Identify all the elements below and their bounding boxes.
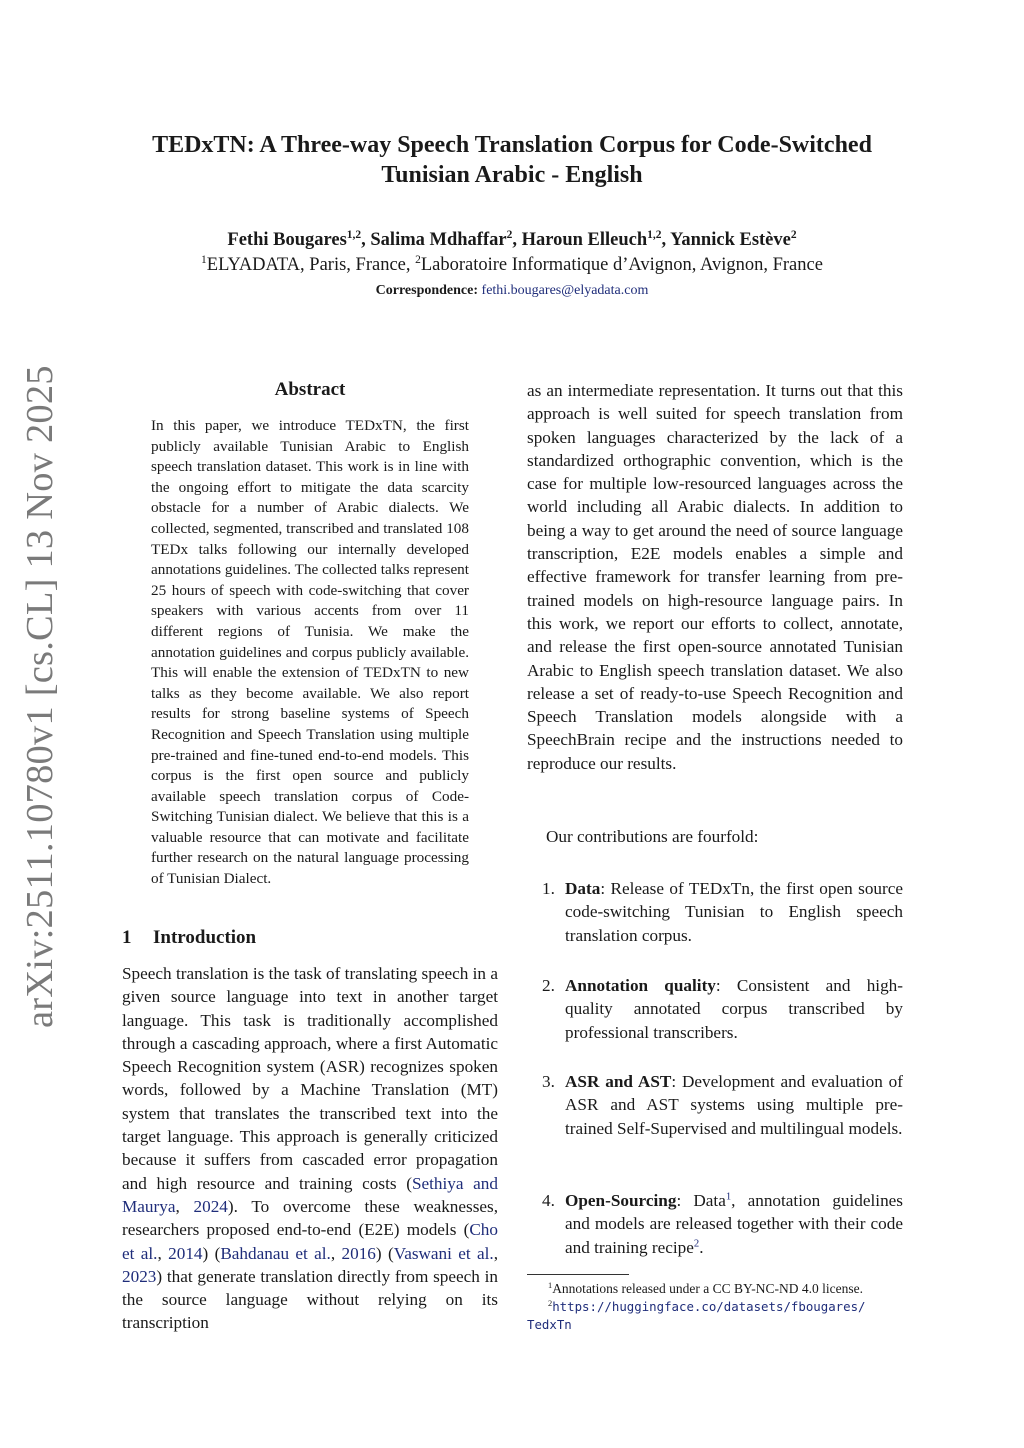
- footnote-url-link[interactable]: TedxTn: [527, 1317, 572, 1332]
- section-title: Introduction: [153, 927, 257, 948]
- section-number: 1: [122, 927, 132, 948]
- list-number: 1.: [542, 879, 555, 898]
- citation-link[interactable]: Bahdanau et al.: [220, 1243, 331, 1263]
- citation-year-link[interactable]: 2016: [341, 1243, 376, 1263]
- correspondence: [100, 281, 924, 301]
- affiliation-1: ELYADATA, Paris, France,: [206, 255, 411, 275]
- author-name: Fethi Bougares: [227, 230, 347, 250]
- citation-link[interactable]: Sethiya and Maurya: [122, 1173, 498, 1216]
- citation-year-link[interactable]: 2024: [193, 1196, 228, 1216]
- contribution-label: ASR and AST: [565, 1072, 672, 1091]
- contribution-item: 4. Open-Sourcing: Data$^1$, annotation guidelines and models are released together with their code and training recipe$^2$.: [542, 1191, 903, 1257]
- correspondence-email-link[interactable]: fethi.bougares@elyadata.com: [481, 283, 649, 298]
- arxiv-identifier-stamp: arXiv:2511.10780v1 [cs.CL] 13 Nov 2025: [19, 365, 61, 1028]
- citation-link[interactable]: Cho et al.: [122, 1220, 498, 1263]
- list-number: 3.: [542, 1072, 555, 1091]
- footnote-ref-link[interactable]: 2: [693, 1238, 700, 1250]
- citation-link[interactable]: Vaswani et al.: [393, 1243, 494, 1263]
- footnote-divider: [527, 1274, 629, 1275]
- correspondence-label: Correspondence:: [375, 283, 479, 298]
- footnote-url-link[interactable]: https://huggingface.co/datasets/fbougares/: [552, 1299, 866, 1314]
- introduction-paragraph: Speech translation is the task of translating speech in a given source language into text in another target language. This task is traditionally accomplished through a cascading approach, where a first Automatic Speech Recognition system (ASR) recognizes spoken words, followed by a Machine Translation (MT) system that translates the transcribed text into the target language. This approach is generally criticized because it suffers from cascaded error propagation and high resource and training costs (Sethiya and Maurya, 2024). To overcome these weaknesses, researchers proposed end-to-end (E2E) models (Cho et al., 2014) (Bahdanau et al., 2016) (Vaswani et al., 2023) that generate translation directly from speech in the source language without relying on its transcription: [122, 964, 499, 1333]
- list-number: 4.: [542, 1191, 555, 1210]
- contributions-lead: Our contributions are fourfold:: [546, 827, 759, 846]
- contribution-item: 1. Data: Release of TEDxTn, the first open source code-switching Tunisian to English speech translation corpus.: [542, 879, 903, 945]
- contribution-label: Annotation quality: [565, 976, 716, 995]
- author-name: Salima Mdhaffar: [370, 230, 507, 250]
- author-name: Yannick Estève: [670, 230, 791, 250]
- title-line-1: TEDxTN: A Three-way Speech Translation Corpus for Code-Switched: [152, 132, 872, 158]
- author-affiliation: 1,2: [346, 229, 362, 242]
- contribution-item: 3. ASR and AST: Development and evaluation of ASR and AST systems using multiple pre-trained Self-Supervised and multilingual models.: [542, 1072, 903, 1138]
- citation-year-link[interactable]: 2014: [168, 1243, 203, 1263]
- citation-year-link[interactable]: 2023: [122, 1266, 157, 1286]
- footnote-1: $^1$Annotations released under a CC BY-NC-ND 4.0 license.: [548, 1280, 863, 1296]
- contribution-label: Open-Sourcing: [565, 1191, 677, 1210]
- list-number: 2.: [542, 976, 555, 995]
- author-name: Haroun Elleuch: [521, 230, 648, 250]
- author-list: Fethi Bougares$^{1,2}$, Salima Mdhaffar$^2$, Haroun Elleuch$^{1,2}$, Yannick Estève$^2$: [227, 229, 797, 250]
- author-affiliation: 2: [506, 229, 513, 242]
- contribution-item: 2. Annotation quality: Consistent and high-quality annotated corpus transcribed by professional transcribers.: [542, 976, 903, 1042]
- title-line-2: Tunisian Arabic - English: [381, 162, 643, 188]
- right-column-paragraph: as an intermediate representation. It turns out that this approach is well suited for speech translation from spoken languages characterized by the lack of a standardized orthographic convention, which is the case for multiple low-resourced languages across the world including all Arabic dialects. In addition to being a way to get around the need of source language transcription, E2E models enables a simple and effective framework for transfer learning from pre-trained models on high-resource language pairs. In this work, we report our efforts to collect, annotate, and release the first open-source annotated Tunisian Arabic to English speech translation dataset. We also release a set of ready-to-use Speech Recognition and Speech Translation models alongside with a SpeechBrain recipe and the instructions needed to reproduce our results.: [527, 381, 903, 773]
- section-heading-introduction: [122, 926, 256, 950]
- paper-title: [100, 130, 924, 190]
- footnote-ref-link[interactable]: 1: [725, 1191, 732, 1203]
- abstract-text: In this paper, we introduce TEDxTN, the first publicly available Tunisian Arabic to English speech translation dataset. This work is in line with the ongoing effort to mitigate the data scarcity obstacle for a number of Arabic dialects. We collected, segmented, transcribed and translated 108 TEDx talks following our internally developed annotations guidelines. The collected talks represent 25 hours of speech with code-switching that cover speakers with various accents from over 11 different regions of Tunisia. We make the annotation guidelines and corpus publicly available. This will enable the extension of TEDxTN to new talks as they become available. We also report results for strong baseline systems of Speech Recognition and Speech Translation using multiple pre-trained and fine-tuned end-to-end models. This corpus is the first open source and publicly available speech translation corpus of Code-Switching Tunisian dialect. We believe that this is a valuable resource that can motivate and facilitate further research on the natural language processing of Tunisian Dialect.: [151, 417, 469, 888]
- contribution-label: Data: [565, 879, 601, 898]
- author-affiliation: 2: [790, 229, 797, 242]
- abstract-heading: Abstract: [274, 379, 346, 400]
- footnote-2: $^2$https://huggingface.co/datasets/fbougares/: [548, 1298, 866, 1314]
- author-affiliation: 1,2: [647, 229, 662, 242]
- affiliations: $^1$ELYADATA, Paris, France, $^2$Laboratoire Informatique d’Avignon, Avignon, France: [201, 254, 823, 275]
- affiliation-2: Laboratoire Informatique d’Avignon, Avignon, France: [420, 255, 823, 275]
